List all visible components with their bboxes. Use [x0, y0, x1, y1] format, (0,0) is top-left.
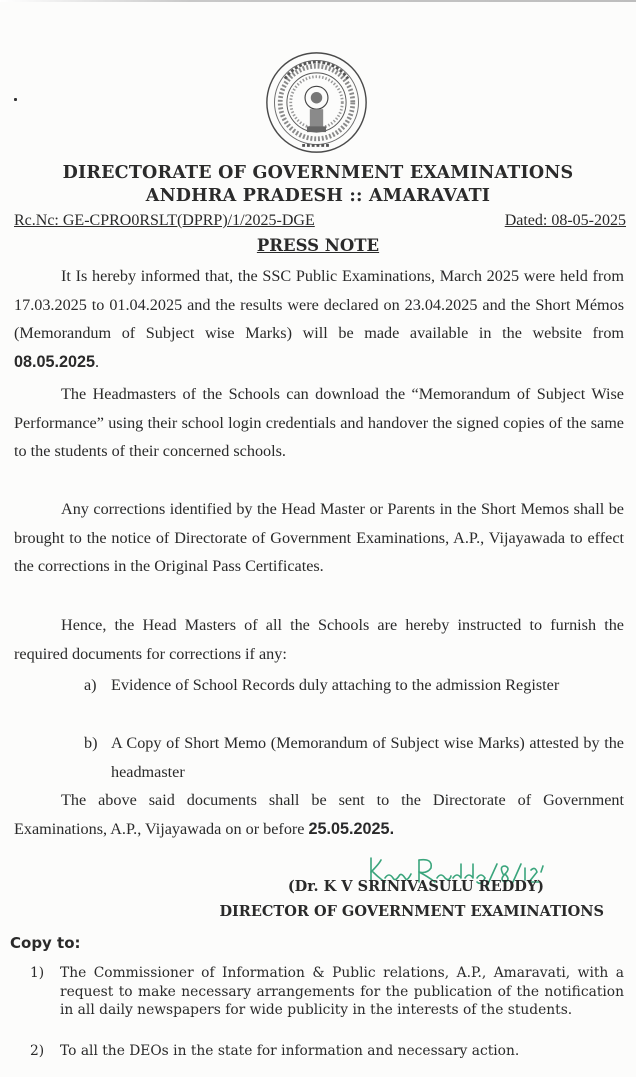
- paragraph-corrections: Any corrections identified by the Head Master or Parents in the Short Memos shall be brought to the notice of Directorate of Government Examinations, A.P., Vijayawada to effect the corrections in the Original Pass Certificates.: [14, 500, 624, 575]
- paragraph-results-announcement: It Is hereby informed that, the SSC Public Examinations, March 2025 were held from 17.03.2025 to 01.04.2025 and the results were declared on 23.04.2025 and the Short Mémos (Memorandum of Subject wise Marks) will be made available in the website from 08.05.2025.: [14, 267, 624, 371]
- list-item-text: Evidence of School Records duly attaching to the admission Register: [111, 676, 560, 694]
- paragraph-deadline: The above said documents shall be sent to the Directorate of Government Examinations, A.P., Vijayawada on or before 25.05.2025.: [14, 791, 624, 838]
- list-marker: 2): [30, 1043, 45, 1059]
- reference-line: [14, 212, 626, 232]
- copy-to-label: Copy to:: [10, 934, 81, 952]
- scan-speck: [14, 98, 17, 101]
- issue-date: Dated: 08-05-2025: [504, 212, 626, 229]
- list-marker: a): [84, 676, 97, 694]
- list-item: [30, 964, 624, 1020]
- department-title: DIRECTORATE OF GOVERNMENT EXAMINATIONS: [62, 163, 574, 183]
- paragraph-headmaster-download: The Headmasters of the Schools can download the “Memorandum of Subject Wise Performance” using their school login credentials and handover the signed copies of the same to the students of their concerned schools.: [14, 385, 624, 460]
- department-location: ANDHRA PRADESH :: AMARAVATI: [145, 186, 491, 206]
- signatory-name: (Dr. K V SRINIVASULU REDDY): [287, 878, 544, 895]
- list-item-text: The Commissioner of Information & Public relations, A.P., Amaravati, with a request to make necessary arrangements for the publication of the notification in all daily newspapers for wide publicity in the interests of the students.: [60, 965, 624, 1018]
- list-item: [84, 729, 624, 786]
- scan-edge: [0, 0, 636, 2]
- list-item: [84, 671, 624, 700]
- list-marker: 1): [30, 965, 45, 981]
- state-emblem-icon: [264, 50, 369, 155]
- list-item-text: A Copy of Short Memo (Memorandum of Subject wise Marks) attested by the headmaster: [111, 734, 624, 781]
- signatory-designation: DIRECTOR OF GOVERNMENT EXAMINATIONS: [219, 903, 604, 920]
- list-item: [30, 1042, 624, 1061]
- list-item-text: To all the DEOs in the state for information and necessary action.: [60, 1043, 520, 1059]
- deadline-date: 25.05.2025.: [308, 819, 395, 838]
- page-title: PRESS NOTE: [256, 236, 380, 255]
- reference-number: Rc.Nc: GE-CPRO0RSLT(DPRP)/1/2025-DGE: [14, 212, 315, 229]
- availability-date: 08.05.2025: [14, 352, 96, 371]
- paragraph-instructions: Hence, the Head Masters of all the Schools are hereby instructed to furnish the required documents for corrections if any:: [14, 616, 624, 663]
- list-marker: b): [84, 734, 98, 752]
